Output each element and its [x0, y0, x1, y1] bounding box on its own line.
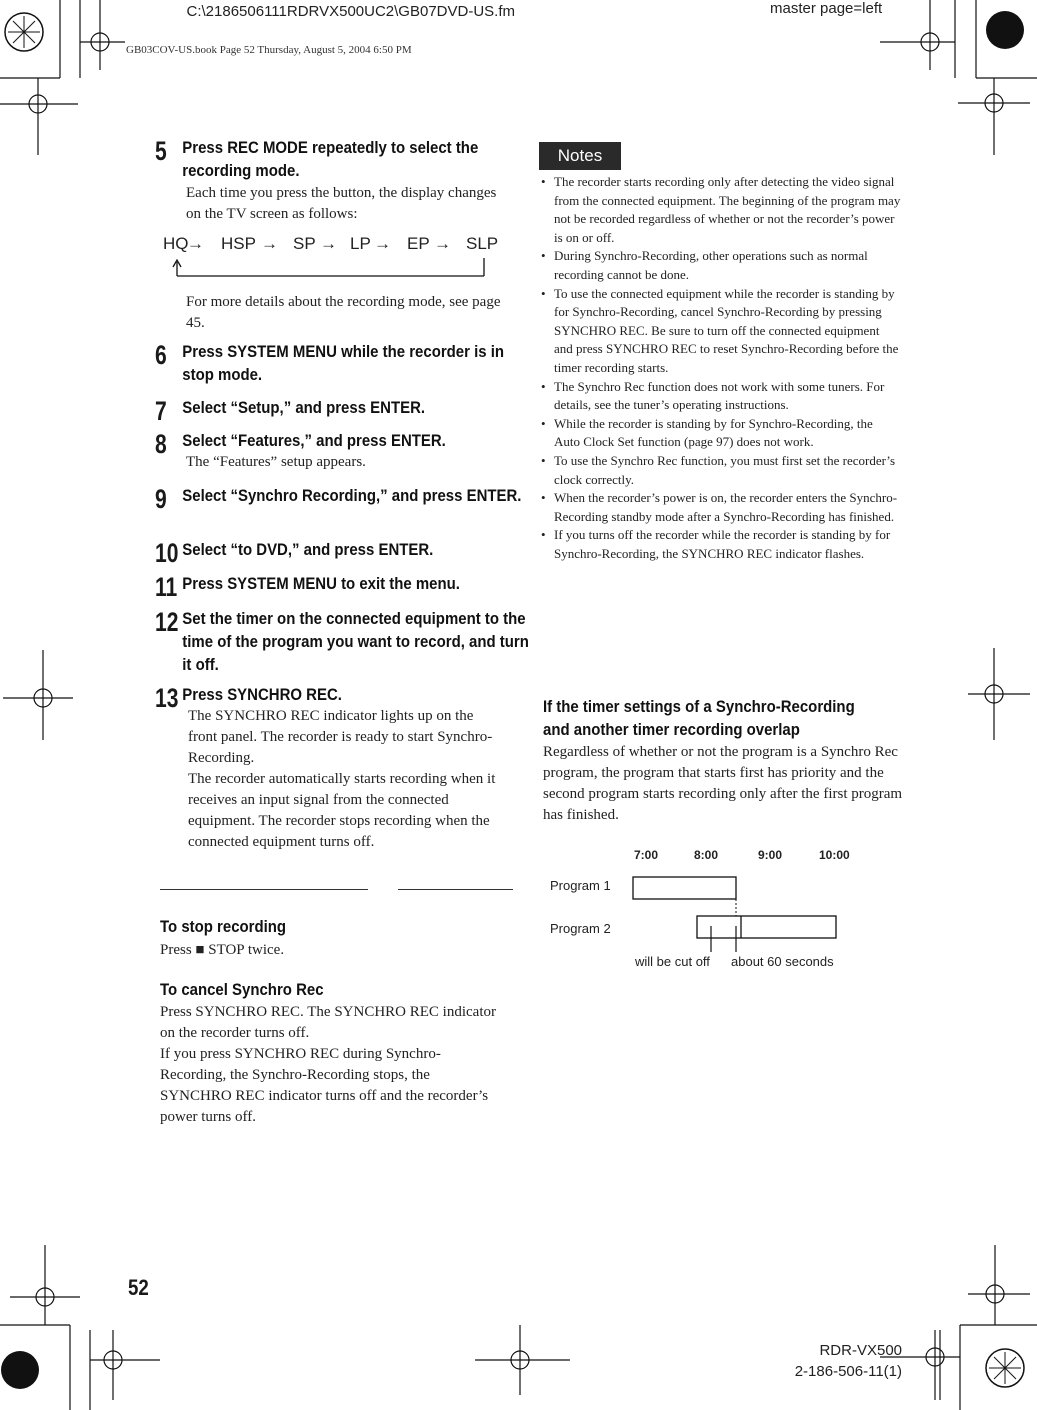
- step-title: Select “to DVD,” and press ENTER.: [182, 540, 434, 559]
- step-title: Press SYNCHRO REC.: [182, 685, 342, 704]
- step-title: Set the timer on the connected equipment to the time of the program you want to record, and turn it off.: [182, 609, 529, 674]
- step-number: 11: [155, 572, 178, 602]
- program-1-label: Program 1: [550, 878, 611, 893]
- timer-overlap-heading: If the timer settings of a Synchro-Recording and another timer recording overlap: [543, 697, 855, 739]
- arrow-icon: →: [261, 234, 278, 253]
- master-page-label: master page=left: [770, 0, 883, 17]
- step-9: [155, 484, 522, 514]
- page-number: 52: [128, 1275, 149, 1300]
- step-body: The SYNCHRO REC indicator lights up on the front panel. The recorder is ready to start Synchro-Recording. The recorder automatically starts recording when it receives an input signal from the connected equipment. The recorder stops recording when the connected equipment turns off.: [188, 708, 496, 850]
- book-info: GB03COV-US.book Page 52 Thursday, August 5, 2004 6:50 PM: [126, 44, 412, 56]
- step-body: The “Features” setup appears.: [186, 454, 366, 470]
- note-item: • When the recorder’s power is on, the recorder enters the Synchro-Recording standby mode after a Synchro-Recording has finished.: [541, 489, 901, 526]
- file-path: C:\2186506111RDRVX500UC2\GB07DVD-US.fm: [186, 3, 515, 20]
- step-title: Press SYSTEM MENU to exit the menu.: [182, 574, 460, 593]
- program-2-bar: [697, 916, 836, 938]
- time-label-2: 9:00: [758, 848, 783, 862]
- arrow-icon: →: [187, 234, 204, 253]
- step-12: [155, 607, 529, 676]
- mode-sp: SP: [293, 234, 316, 253]
- footer-model: RDR-VX500: [819, 1342, 902, 1359]
- notes-badge: Notes: [539, 142, 621, 170]
- step-number: 10: [155, 538, 179, 568]
- note-item: • The Synchro Rec function does not work with some tuners. For details, see the tuner’s operating instructions.: [541, 378, 901, 415]
- mode-ep: EP: [407, 234, 430, 253]
- section-divider: [160, 889, 368, 890]
- cancel-synchro-text-1: Press SYNCHRO REC. The SYNCHRO REC indicator on the recorder turns off.: [160, 1004, 496, 1041]
- footer: [760, 1340, 902, 1382]
- program-2-label: Program 2: [550, 921, 611, 936]
- step-number: 7: [155, 396, 167, 426]
- step-7: [155, 396, 515, 426]
- note-item: • If you turns off the recorder while the recorder is standing by for Synchro-Recording, the SYNCHRO REC indicator flashes.: [541, 526, 901, 563]
- step-title: Select “Synchro Recording,” and press ENTER.: [182, 486, 522, 505]
- notes-list: [541, 173, 901, 563]
- note-item: • While the recorder is standing by for Synchro-Recording, the Auto Clock Set function (page 97) does not work.: [541, 415, 901, 452]
- step-6: [155, 340, 515, 386]
- note-item: • To use the Synchro Rec function, you must first set the recorder’s clock correctly.: [541, 452, 901, 489]
- arrow-icon: →: [320, 234, 337, 253]
- timeline-diagram: [540, 840, 910, 980]
- step-body: Each time you press the button, the display changes on the TV screen as follows:: [186, 185, 497, 222]
- step-number: 6: [155, 340, 167, 370]
- step-number: 12: [155, 607, 179, 637]
- timeline-bars: [540, 840, 910, 980]
- program-1-bar: [633, 877, 736, 899]
- annotation-cut-off: will be cut off: [635, 954, 710, 969]
- step-5: [155, 136, 515, 225]
- cycle-return-line: [163, 234, 513, 284]
- step-title: Press REC MODE repeatedly to select the recording mode.: [182, 138, 479, 180]
- timer-overlap-text: Regardless of whether or not the program is a Synchro Rec program, the program that starts first has priority and the second program starts recording only after the first program has finished.: [543, 744, 903, 823]
- cancel-synchro-heading: To cancel Synchro Rec: [160, 980, 324, 999]
- step5-more-info: For more details about the recording mode, see page 45.: [186, 294, 501, 331]
- time-label-0: 7:00: [634, 848, 659, 862]
- step-number: 5: [155, 136, 167, 166]
- cancel-synchro-text: [160, 1002, 500, 1128]
- arrow-icon: →: [434, 234, 451, 253]
- step-13: [155, 683, 515, 853]
- cancel-synchro-text-2: If you press SYNCHRO REC during Synchro-Recording, the Synchro-Recording stops, the SYNCHRO REC indicator turns off and the recorder’s power turns off.: [160, 1046, 489, 1125]
- step-11: [155, 572, 515, 602]
- step-number: 8: [155, 429, 167, 459]
- mode-slp: SLP: [466, 234, 499, 253]
- mode-hsp: HSP: [221, 234, 256, 253]
- step-number: 9: [155, 484, 167, 514]
- section-divider: [398, 889, 513, 890]
- time-label-1: 8:00: [694, 848, 719, 862]
- step-title: Select “Setup,” and press ENTER.: [182, 398, 426, 417]
- mode-lp: LP: [350, 234, 371, 253]
- time-label-3: 10:00: [819, 848, 850, 862]
- annotation-delay: about 60 seconds: [731, 954, 834, 969]
- note-item: • During Synchro-Recording, other operations such as normal recording cannot be done.: [541, 247, 901, 284]
- step-title: Select “Features,” and press ENTER.: [182, 431, 446, 450]
- step-number: 13: [155, 683, 179, 713]
- step-10: [155, 538, 515, 568]
- step-8: [155, 429, 515, 473]
- note-item: • The recorder starts recording only after detecting the video signal from the connected equipment. The beginning of the program may not be recorded regardless of whether or not the recorder’s power is on or off.: [541, 173, 901, 247]
- stop-recording-text: Press ■ STOP twice.: [160, 942, 285, 958]
- footer-code: 2-186-506-11(1): [794, 1363, 902, 1380]
- stop-recording-heading: To stop recording: [160, 917, 287, 936]
- mode-hq: HQ: [163, 234, 189, 253]
- step-title: Press SYSTEM MENU while the recorder is in stop mode.: [182, 342, 505, 384]
- note-item: • To use the connected equipment while the recorder is standing by for Synchro-Recording, cancel Synchro-Recording by pressing SYNCHRO REC. Be sure to turn off the connected equipment and press SYNCHRO REC to reset Synchro-Recording before the timer recording starts.: [541, 285, 901, 378]
- arrow-icon: →: [374, 234, 391, 253]
- recording-mode-cycle: [163, 234, 513, 284]
